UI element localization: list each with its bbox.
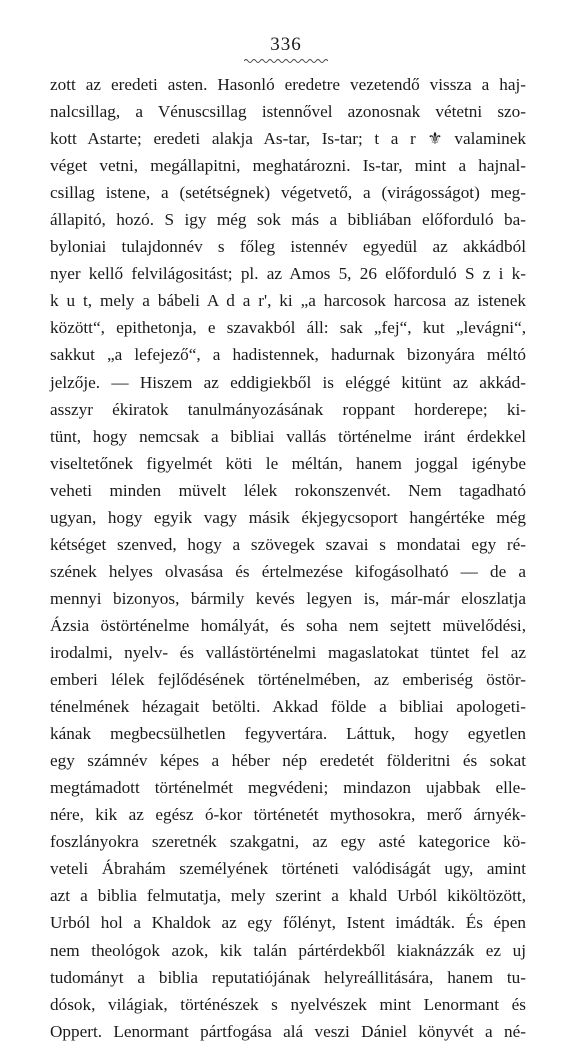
text-line: egy számnév képes a héber nép eredetét földeritni és sokat [50,751,526,771]
text-line: dósok, világiak, történészek s nyelvészek mint Lenormant és [50,994,526,1014]
text-line: zott az eredeti asten. Hasonló eredetre vezetendő vissza a haj- [50,75,526,94]
text-line: viseltetőnek figyelmét köti le méltán, hanem joggal igénybe [50,453,526,473]
text-line: Urból hol a Khaldok az egy főlényt, Istent imádták. És épen [50,913,526,933]
text-line: k u t, mely a bábeli A d a r', ki „a harcosok harcosa az istenek [50,291,526,311]
text-line: foszlányokra szeretnék szakgatni, az egy asté kategorice kö- [50,832,526,852]
text-line: tünt, hogy nemcsak a bibliai vallás történelme iránt érdekkel [50,426,526,446]
text-line: kott Astarte; eredeti alakja As-tar, Is-tar; t a r ⚜ valaminek [50,129,526,149]
page-number: 336 [270,34,302,55]
text-line: azt a biblia felmutatja, mely szerint a khald Urból kiköltözött, [50,886,526,906]
text-line: állapitó, hozó. S igy még sok más a bibliában előforduló ba- [50,210,526,230]
text-line: megtámadott történelmét megvédeni; mindazon ujabbak elle- [50,778,526,798]
text-line: ugyan, hogy egyik vagy másik ékjegycsoport hangértéke még [50,507,526,527]
text-line: irodalmi, nyelv- és vallástörténelmi magaslatokat tüntet fel az [50,642,526,662]
text-line: csillag istene, a (setétségnek) végetvető, a (virágosságot) meg- [50,183,526,203]
text-line: kának megbecsülhetlen fegyvertára. Láttuk, hogy egyetlen [50,724,526,744]
text-line: veteli Ábrahám személyének történeti valódiságát ugy, amint [50,859,526,879]
text-line: nalcsillag, a Vénuscsillag istennővel azonosnak vétetni szo- [50,102,526,122]
text-line: sakkut „a lefejező“, a hadistennek, hadurnak bizonyára méltó [50,345,526,365]
text-line: Ázsia östörténelme homályát, és soha nem sejtett müvelődési, [50,615,526,635]
text-line: ténelmének hézagait betölti. Akkad földe a bibliai apologeti- [50,697,526,717]
text-line: veheti minden müvelt lélek rokonszenvét. Nem tagadható [50,480,526,500]
text-line: Oppert. Lenormant pártfogása alá veszi Dániel könyvét a né- [50,1021,526,1041]
text-line: byloniai tulajdonnév s főleg istennév egyedül az akkádból [50,237,526,257]
text-line: véget vetni, megállapitni, meghatározni. Is-tar, mint a hajnal- [50,156,526,176]
body-text [50,71,526,1045]
text-line: nem theológok azok, kik talán pártérdekből kiaknázzák ez uj [50,940,526,960]
text-line: szének helyes olvasása és értelmezése kifogásolható — de a [50,561,526,581]
text-line: asszyr ékiratok tanulmányozásának roppant horderepe; ki- [50,399,526,419]
text-line: nére, kik az egész ó-kor történetét mythosokra, merő árnyék- [50,805,526,825]
text-line: kétséget szenved, hogy a szövegek szavai s mondatai egy ré- [50,534,526,554]
header-wavy-rule [244,58,328,64]
text-line: mennyi bizonyos, bármily kevés legyen is, már-már eloszlatja [50,588,526,608]
text-line: emberi lélek fejlődésének történelmében, az emberiség östör- [50,670,526,690]
text-line: jelzője. — Hiszem az eddigiekből is eléggé kitünt az akkád- [50,372,526,392]
text-line: között“, epithetonja, e szavakból áll: sak „fej“, kut „levágni“, [50,318,526,338]
text-line: nyer kellő felvilágositást; pl. az Amos 5, 26 előforduló S z i k- [50,264,526,284]
text-line: tudományt a biblia reputatiójának helyreállitására, hanem tu- [50,967,526,987]
